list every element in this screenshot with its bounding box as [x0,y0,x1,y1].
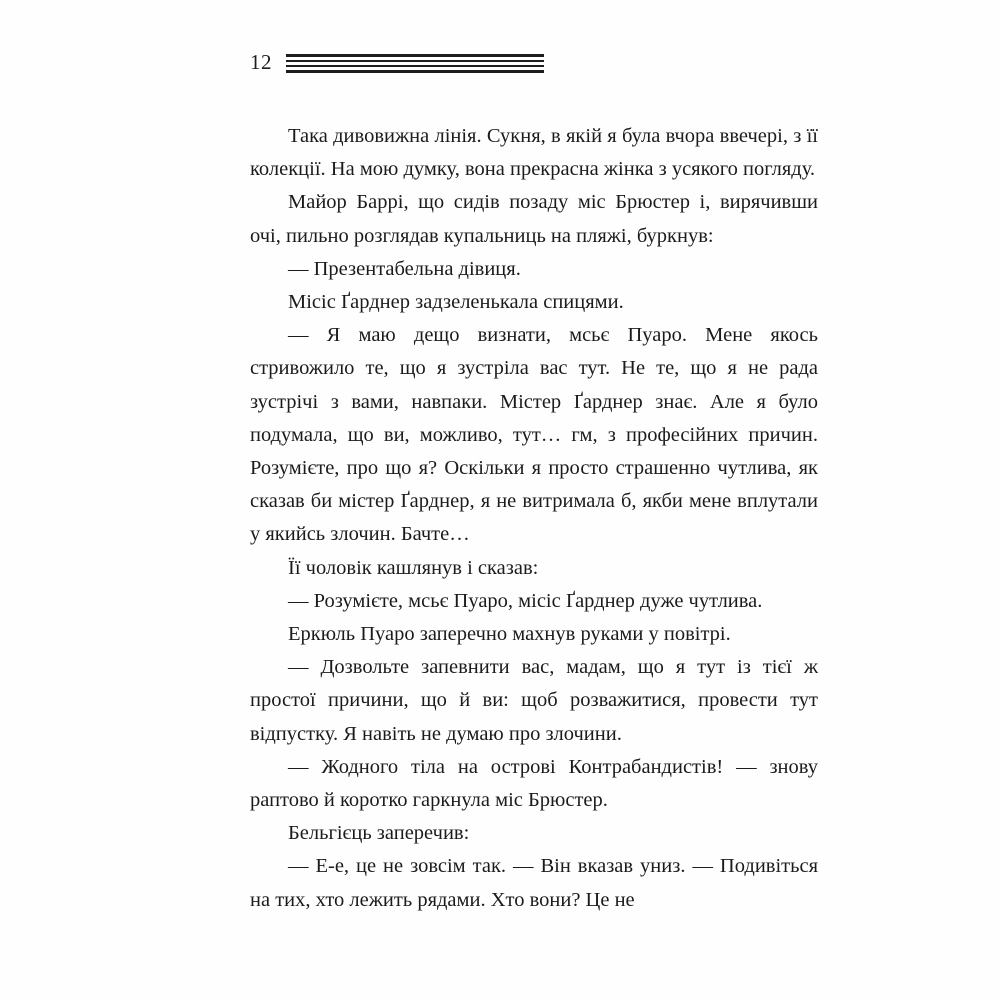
paragraph: Її чоловік кашлянув і сказав: [288,556,539,579]
paragraph: Майор Баррі, що сидів позаду міс Брюстер і, вирячивши очі, пильно розглядав купальниць на пляжі, буркнув: [250,191,818,247]
paragraph: Така дивовижна лінія. Сукня, в якій я була вчора ввечері, з її колекції. На мою думку, вона прекрасна жінка з усякого погляду. [250,125,818,181]
page-number: 12 [250,49,272,74]
page-header [250,42,818,82]
page-content-area [250,42,818,917]
paragraph: — Дозвольте запевнити вас, мадам, що я тут із тієї ж простої причини, що й ви: щоб розважитися, провести тут відпустку. Я навіть не думаю про злочини. [250,656,818,745]
paragraph: Місіс Ґарднер задзеленькала спицями. [288,291,624,314]
header-rule-ornament [286,52,544,73]
paragraph: Еркюль Пуаро заперечно махнув руками у повітрі. [288,623,731,646]
paragraph: Бельгієць заперечив: [288,822,470,845]
header-rule-1 [286,54,544,57]
paragraph: — Я маю дещо визнати, мсьє Пуаро. Мене якось стривожило те, що я зустріла вас тут. Не те, що я не рада зустрічі з вами, навпаки. Містер Ґарднер знає. Але я було подумала, що ви, можливо, тут… гм, з професійних причин. Розумієте, про що я? Оскільки я просто страшенно чутлива, як сказав би містер Ґарднер, я не витримала б, якби мене вплутали у якийсь злочин. Бачте… [250,324,818,546]
paragraph: — Розумієте, мсьє Пуаро, місіс Ґарднер дуже чутлива. [288,589,763,612]
header-rule-2 [286,60,544,62]
body-text [250,120,818,917]
paragraph: — Презентабельна дівиця. [288,257,521,280]
header-rule-3 [286,65,544,67]
paragraph: — Е-е, це не зовсім так. — Він вказав униз. — Подивіться на тих, хто лежить рядами. Хто вони? Це не [250,855,818,911]
header-rule-4 [286,70,544,73]
paragraph: — Жодного тіла на острові Контрабандистів! — знову раптово й коротко гаркнула міс Брюстер. [250,755,818,812]
